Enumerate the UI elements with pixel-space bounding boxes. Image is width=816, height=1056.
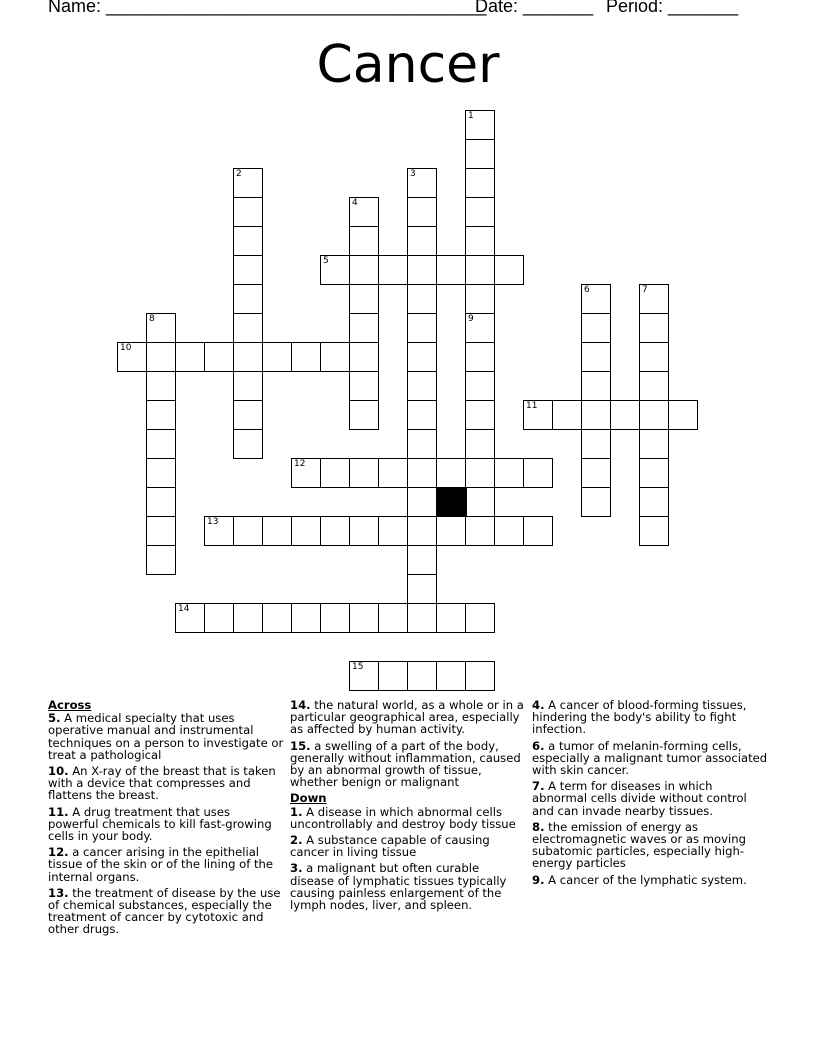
crossword-cell[interactable]	[233, 429, 263, 459]
clues-column-2	[290, 699, 526, 915]
crossword-cell[interactable]	[465, 168, 495, 198]
crossword-cell[interactable]	[291, 603, 321, 633]
crossword-cell[interactable]	[407, 226, 437, 256]
clue-across-14: 14. the natural world, as a whole or in a particular geographical area, especially as affected by human activity.	[290, 698, 524, 737]
clue-number: 6	[584, 285, 590, 295]
crossword-cell[interactable]	[262, 603, 292, 633]
crossword-cell[interactable]	[233, 400, 263, 430]
crossword-cell[interactable]	[407, 458, 437, 488]
crossword-cell[interactable]	[320, 255, 350, 285]
crossword-cell[interactable]	[436, 516, 466, 546]
crossword-cell[interactable]	[639, 429, 669, 459]
crossword-cell[interactable]	[639, 371, 669, 401]
date-field[interactable]: Date: _______	[475, 0, 594, 16]
crossword-cell[interactable]	[465, 458, 495, 488]
clue-number: 9	[468, 314, 474, 324]
crossword-cell[interactable]	[320, 342, 350, 372]
crossword-cell[interactable]	[233, 255, 263, 285]
crossword-cell[interactable]	[407, 603, 437, 633]
crossword-cell[interactable]	[407, 255, 437, 285]
crossword-cell[interactable]	[639, 487, 669, 517]
crossword-cell[interactable]	[378, 603, 408, 633]
crossword-cell[interactable]	[233, 371, 263, 401]
crossword-cell[interactable]	[639, 516, 669, 546]
crossword-cell[interactable]	[349, 226, 379, 256]
black-square	[437, 487, 467, 517]
crossword-cell[interactable]	[581, 284, 611, 314]
name-field[interactable]: Name: ______________________________________	[48, 0, 487, 16]
crossword-cell[interactable]	[349, 516, 379, 546]
clues-column-3	[532, 699, 768, 890]
crossword-cell[interactable]	[204, 342, 234, 372]
crossword-cell[interactable]	[407, 661, 437, 691]
crossword-cell[interactable]	[465, 429, 495, 459]
crossword-cell[interactable]	[465, 487, 495, 517]
crossword-cell[interactable]	[407, 168, 437, 198]
crossword-cell[interactable]	[262, 516, 292, 546]
clue-across-15: 15. a swelling of a part of the body, generally without inflammation, caused by an abnormal growth of tissue, whether benign or malignant	[290, 738, 521, 790]
clue-down-6: 6. a tumor of melanin-forming cells, especially a malignant tumor associated with skin cancer.	[532, 738, 768, 778]
crossword-cell[interactable]	[407, 400, 437, 430]
crossword-cell[interactable]	[523, 458, 553, 488]
crossword-cell[interactable]	[552, 400, 582, 430]
clue-across-5: 5. A medical specialty that uses operative manual and instrumental techniques on a person to investigate or treat a pathological	[48, 711, 284, 762]
crossword-cell[interactable]	[146, 400, 176, 430]
crossword-cell[interactable]	[349, 284, 379, 314]
clue-number: 2	[236, 169, 242, 179]
crossword-cell[interactable]	[407, 197, 437, 227]
crossword-cell[interactable]	[407, 284, 437, 314]
crossword-cell[interactable]	[465, 255, 495, 285]
crossword-cell[interactable]	[146, 545, 176, 575]
crossword-cell[interactable]	[291, 458, 321, 488]
crossword-cell[interactable]	[233, 516, 263, 546]
crossword-cell[interactable]	[117, 342, 147, 372]
crossword-cell[interactable]	[146, 516, 176, 546]
crossword-cell[interactable]	[378, 458, 408, 488]
period-field[interactable]: Period: _______	[606, 0, 739, 16]
crossword-cell[interactable]	[349, 313, 379, 343]
crossword-cell[interactable]	[146, 429, 176, 459]
crossword-cell[interactable]	[407, 516, 437, 546]
crossword-cell[interactable]	[465, 284, 495, 314]
crossword-cell[interactable]	[465, 371, 495, 401]
crossword-cell[interactable]	[349, 342, 379, 372]
clue-number: 12	[294, 459, 306, 469]
clues-column-1	[48, 699, 284, 940]
crossword-cell[interactable]	[668, 400, 698, 430]
crossword-cell[interactable]	[407, 429, 437, 459]
crossword-cell[interactable]	[436, 458, 466, 488]
crossword-cell[interactable]	[349, 400, 379, 430]
crossword-cell[interactable]	[494, 458, 524, 488]
crossword-cell[interactable]	[581, 313, 611, 343]
crossword-cell[interactable]	[175, 342, 205, 372]
crossword-cell[interactable]	[465, 516, 495, 546]
crossword-cell[interactable]	[146, 458, 176, 488]
across-heading: Across	[48, 698, 92, 712]
crossword-cell[interactable]	[465, 139, 495, 169]
crossword-cell[interactable]	[204, 603, 234, 633]
crossword-cell[interactable]	[465, 342, 495, 372]
clue-number: 8	[149, 314, 155, 324]
crossword-cell[interactable]	[320, 603, 350, 633]
clue-number: 13	[207, 517, 219, 527]
crossword-cell[interactable]	[436, 603, 466, 633]
down-heading: Down	[290, 791, 327, 806]
crossword-cell[interactable]	[320, 516, 350, 546]
clue-down-4: 4. A cancer of blood-forming tissues, hindering the body's ability to fight infection.	[532, 698, 747, 737]
crossword-cell[interactable]	[494, 516, 524, 546]
clue-number: 7	[642, 285, 648, 295]
crossword-cell[interactable]	[581, 458, 611, 488]
crossword-cell[interactable]	[262, 342, 292, 372]
crossword-cell[interactable]	[349, 661, 379, 691]
crossword-cell[interactable]	[581, 429, 611, 459]
crossword-cell[interactable]	[378, 661, 408, 691]
crossword-cell[interactable]	[146, 313, 176, 343]
clue-down-3: 3. a malignant but often curable disease of lymphatic tissues typically causing painless enlargement of the lymph nodes, liver, and spleen.	[290, 861, 507, 913]
crossword-cell[interactable]	[494, 255, 524, 285]
crossword-cell[interactable]	[175, 603, 205, 633]
crossword-cell[interactable]	[378, 516, 408, 546]
crossword-cell[interactable]	[349, 603, 379, 633]
crossword-cell[interactable]	[581, 342, 611, 372]
clue-down-2: 2. A substance capable of causing cancer in living tissue	[290, 833, 490, 860]
crossword-cell[interactable]	[204, 516, 234, 546]
clue-number: 14	[178, 604, 190, 614]
crossword-cell[interactable]	[378, 255, 408, 285]
crossword-cell[interactable]	[610, 400, 640, 430]
crossword-cell[interactable]	[233, 197, 263, 227]
clue-number: 1	[468, 111, 474, 121]
crossword-cell[interactable]	[465, 110, 495, 140]
crossword-cell[interactable]	[465, 313, 495, 343]
crossword-cell[interactable]	[639, 458, 669, 488]
crossword-cell[interactable]	[581, 371, 611, 401]
crossword-cell[interactable]	[233, 603, 263, 633]
crossword-cell[interactable]	[465, 603, 495, 633]
crossword-cell[interactable]	[436, 255, 466, 285]
crossword-cell[interactable]	[639, 313, 669, 343]
crossword-cell[interactable]	[523, 516, 553, 546]
crossword-cell[interactable]	[233, 342, 263, 372]
clue-number: 5	[323, 256, 329, 266]
crossword-cell[interactable]	[639, 284, 669, 314]
crossword-cell[interactable]	[349, 255, 379, 285]
crossword-cell[interactable]	[146, 342, 176, 372]
crossword-cell[interactable]	[407, 342, 437, 372]
crossword-cell[interactable]	[407, 545, 437, 575]
crossword-cell[interactable]	[349, 371, 379, 401]
clue-across-10: 10. An X-ray of the breast that is taken with a device that compresses and flattens the breast.	[48, 764, 276, 803]
clue-across-11: 11. A drug treatment that uses powerful chemicals to kill fast-growing cells in your body.	[48, 804, 272, 844]
clue-number: 10	[120, 343, 132, 353]
crossword-cell[interactable]	[465, 400, 495, 430]
crossword-cell[interactable]	[436, 661, 466, 691]
crossword-cell[interactable]	[349, 197, 379, 227]
crossword-cell[interactable]	[407, 313, 437, 343]
crossword-cell[interactable]	[639, 400, 669, 430]
crossword-cell[interactable]	[320, 458, 350, 488]
crossword-cell[interactable]	[407, 371, 437, 401]
clue-across-13: 13. the treatment of disease by the use of chemical substances, especially the treatment of cancer by cytotoxic and other drugs.	[48, 885, 281, 937]
crossword-cell[interactable]	[233, 168, 263, 198]
clue-down-8: 8. the emission of energy as electromagnetic waves or as moving subatomic particles, especially high-energy particles	[532, 819, 746, 871]
crossword-cell[interactable]	[146, 487, 176, 517]
clue-number: 4	[352, 198, 358, 208]
crossword-cell[interactable]	[291, 342, 321, 372]
crossword-cell[interactable]	[465, 197, 495, 227]
crossword-cell[interactable]	[233, 313, 263, 343]
crossword-cell[interactable]	[407, 574, 437, 604]
crossword-cell[interactable]	[465, 226, 495, 256]
clue-across-12: 12. a cancer arising in the epithelial tissue of the skin or of the lining of the internal organs.	[48, 845, 274, 884]
clue-down-9: 9. A cancer of the lymphatic system.	[532, 872, 747, 887]
page-title: Cancer	[316, 35, 500, 95]
clue-down-7: 7. A term for diseases in which abnormal cells divide without control and can invade nearby tissues.	[532, 779, 747, 818]
clue-number: 3	[410, 169, 416, 179]
crossword-cell[interactable]	[581, 400, 611, 430]
crossword-cell[interactable]	[465, 661, 495, 691]
clue-number: 15	[352, 662, 364, 672]
crossword-cell[interactable]	[233, 226, 263, 256]
crossword-cell[interactable]	[291, 516, 321, 546]
crossword-cell[interactable]	[407, 487, 437, 517]
crossword-cell[interactable]	[639, 342, 669, 372]
crossword-cell[interactable]	[523, 400, 553, 430]
clue-down-1: 1. A disease in which abnormal cells uncontrollably and destroy body tissue	[290, 804, 516, 831]
crossword-cell[interactable]	[349, 458, 379, 488]
crossword-cell[interactable]	[581, 487, 611, 517]
crossword-cell[interactable]	[233, 284, 263, 314]
clue-number: 11	[526, 401, 538, 411]
crossword-cell[interactable]	[146, 371, 176, 401]
